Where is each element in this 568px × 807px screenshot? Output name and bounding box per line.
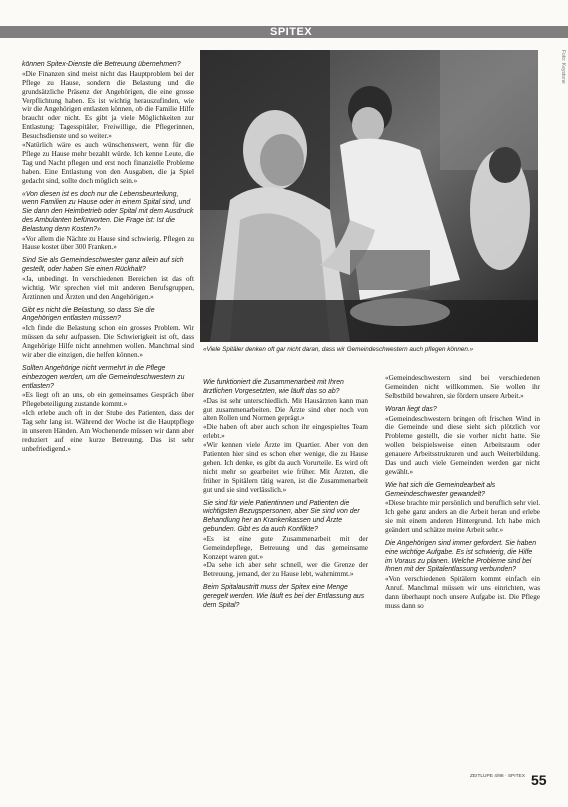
question: Sind Sie als Gemeindeschwester ganz allein auf sich gestellt, oder haben Sie einen Rückhalt? [22, 257, 184, 274]
answer: «Von verschiedenen Spitälern kommt einfach ein Anruf. Manchmal müssen wir uns einrichten, was dann überhaupt noch unsere Aufgabe ist. Die Pflege muss dann so [385, 575, 540, 610]
answer: «Wir kennen viele Ärzte im Quartier. Aber von den Patienten hier sind es schon eher wenige, die zu Hause gehen. Ich denke, es gibt da auch Vorurteile. Es wird oft nicht mehr so gearbeitet wie früher. Mit Ärzten, die früher in Spitälern tätig waren, ist die Zusammenarbeit gut und sie sind verlässlich.» [203, 441, 368, 494]
question: Woran liegt das? [385, 405, 437, 413]
answer: «Ja, unbedingt. In verschiedenen Bereichen ist das oft wichtig. Wir sprechen viel mit anderen Berufsgruppen, Ärztinnen und Ärzten und den Angehörigen.» [22, 274, 194, 301]
question: Gibt es nicht die Belastung, so dass Sie die Angehörigen entlasten müssen? [22, 306, 155, 323]
article-column-3 [385, 374, 540, 611]
answer: «Die haben oft aber auch schon ihr eingespieltes Team erlebt.» [203, 423, 368, 441]
question: Sollten Angehörige nicht vermehrt in die Pflege einbezogen werden, um die Gemeindeschwestern zu entlasten? [22, 364, 185, 390]
question: Sie sind für viele Patientinnen und Patienten die wichtigsten Bezugspersonen, aber Sie sind von der Behandlung her an Krankenkassen und Ärzte gebunden. Gibt es da auch Konflikte? [203, 499, 360, 533]
answer: «Da sehe ich aber sehr schnell, wer die Grenze der Betreuung, jemand, der zu Hause lebt, wahrnimmt.» [203, 561, 368, 579]
question: Wie hat sich die Gemeindearbeit als Gemeindeschwester gewandelt? [385, 481, 496, 498]
answer: «Vor allem die Nächte zu Hause sind schwierig. Pflegen zu Hause kostet über 300 Franken.» [22, 234, 194, 252]
answer: «Das ist sehr unterschiedlich. Mit Hausärzten kann man gut zusammenarbeiten. Die Ärzte sind eher noch von alten Rollen und Normen geprägt.» [203, 396, 368, 423]
answer: «Es liegt oft an uns, ob ein gemeinsames Gespräch über Pflegebeteiligung zustande kommt.» [22, 391, 194, 409]
answer: «Es ist eine gute Zusammenarbeit mit der Gemeindepflege, Betreuung und das gemeinsame Konzept waren gut.» [203, 534, 368, 561]
question: können Spitex-Dienste die Betreuung übernehmen? [22, 61, 181, 68]
article-column-2 [203, 374, 368, 611]
question: Die Angehörigen sind immer gefordert. Sie haben eine wichtige Aufgabe. Es ist schwierig, die Hilfe im Voraus zu planen. Welche Probleme sind bei Ihnen mit der Spitalentlassung verbunden? [385, 540, 537, 574]
question: Beim Spitalaustritt muss der Spitex eine Menge geregelt werden. Wie läuft es bei der Entlassung aus dem Spital? [203, 584, 365, 609]
article-column-1 [22, 56, 194, 454]
answer: «Ich finde die Belastung schon ein grosses Problem. Wir müssen da sehr aufpassen. Die Schwierigkeit ist oft, dass Angehörige Hilfe nicht annehmen wollen. Manchmal sind wir aber die einzigen, die helfen können.» [22, 324, 194, 359]
section-title: SPITEX [270, 26, 313, 38]
issue-label: ZEITLUPE 4/98 · SPITEX [470, 774, 525, 779]
answer: «Natürlich wäre es auch wünschenswert, wenn für die Pflege zu Hause mehr bezahlt würde. Ich kenne Leute, die Tag und Nacht pflegen und erst noch finanzielle Probleme haben. Eine Entlastung von den Ausgaben, die ja Spiel gedacht sind, sollte doch möglich sein.» [22, 141, 194, 185]
answer: «Die Finanzen sind meist nicht das Hauptproblem bei der Pflege zu Hause, sondern die Belastung und die grundsätzliche Präsenz der Angehörigen, die eine grosse Verpflichtung haben. Es ist wichtig herauszufinden, wie wir die Angehörigen entlasten können, ob die Familie Hilfe braucht oder nicht. Es gibt ja viele Möglichkeiten zur Entlastung: Tagesspitäler, Freiwillige, die Pflegerinnen, Besuchsdienste und so weiter.» [22, 69, 194, 141]
answer: «Diese brachte mir persönlich und beruflich sehr viel. Ich gehe ganz anders an die Arbeit heran und erlebe sie mit einem anderen Hintergrund. Ich habe mich geändert und schätze meine Arbeit sehr.» [385, 499, 540, 535]
answer: «Gemeindeschwestern bringen oft frischen Wind in die Gemeinde und diese sieht sich plötzlich vor Probleme gestellt, die sie vorher nicht hatte. Sie wollen beispielsweise einen Arbeitsraum oder genauere Arbeitsstrukturen und auch Weiterbildung. Das und auch viele Gemeinden werden gar nicht gewählt.» [385, 414, 540, 476]
photo-caption: «Viele Spitäler denken oft gar nicht daran, dass wir Gemeindeschwestern auch pflegen können.» [203, 346, 474, 353]
answer: «Gemeindeschwestern sind bei verschiedenen Gemeinden nicht willkommen. Sie wollen ihr Selbstbild bewahren, sie fördern unsere Arbeit.» [385, 374, 540, 400]
page-number: 55 [531, 772, 547, 788]
question: «Von diesen ist es doch nur die Lebensbeurteilung, wenn Familien zu Hause oder in einem Spital sind, und Sie dann den Heimbetrieb oder Spital mit dem Ausdruck des Ambulanten befürworten. Die Frage ist: Ist die Belastung denn Kosten?» [22, 190, 194, 233]
nursing-photo [200, 50, 538, 342]
answer: «Ich erlebe auch oft in der Stube des Patienten, dass der Tag sehr lang ist. Während der Woche ist die Hauptpflege in unseren Händen. Am Wochenende müssen wir dann aber reduziert auf eine kurze Betreuung. Das ist sehr unbefriedigend.» [22, 409, 194, 453]
question: Wie funktioniert die Zusammenarbeit mit Ihren ärztlichen Vorgesetzten, wie läuft das so ab? [203, 379, 344, 395]
photo-credit: Foto: Keystone [560, 50, 566, 84]
